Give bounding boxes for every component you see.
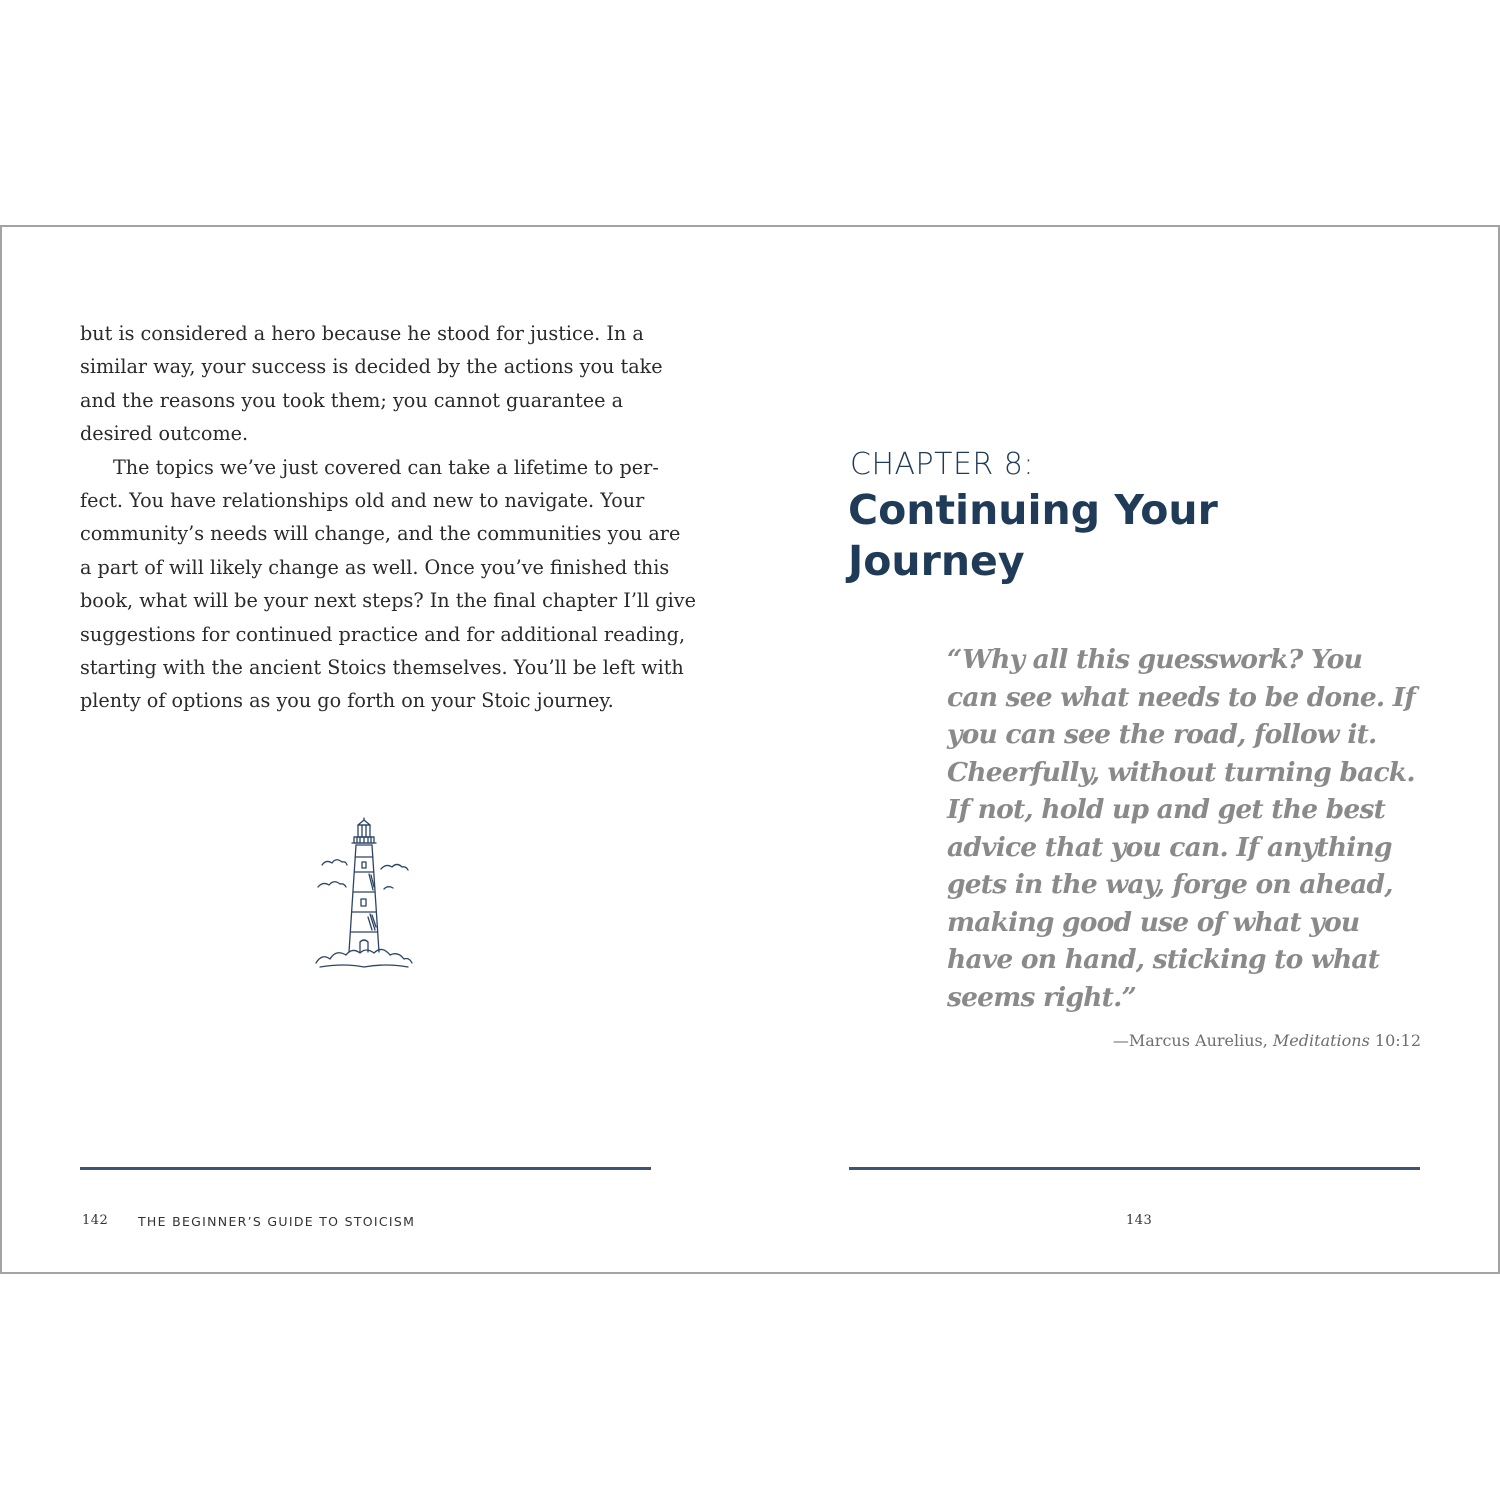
body-line: similar way, your success is decided by the actions you take <box>80 355 663 379</box>
attribution-reference: 10:12 <box>1374 1031 1421 1050</box>
running-head: THE BEGINNER’S GUIDE TO STOICISM <box>138 1214 416 1229</box>
quote-line: you can see the road, follow it. <box>947 719 1377 750</box>
quote-line: gets in the way, forge on ahead, <box>947 869 1393 900</box>
body-line: starting with the ancient Stoics themselves. You’ll be left with <box>80 656 684 680</box>
body-line: fect. You have relationships old and new to navigate. Your <box>80 489 645 513</box>
body-line: but is considered a hero because he stood for justice. In a <box>80 322 644 345</box>
page-number-left: 142 <box>82 1213 109 1228</box>
book-spread <box>0 225 1500 1274</box>
body-line: desired outcome. <box>80 422 249 446</box>
quote-line: seems right.” <box>947 981 1136 1013</box>
quote-line: advice that you can. If anything <box>947 831 1392 863</box>
attribution-author: —Marcus Aurelius, <box>1112 1031 1268 1050</box>
chapter-title: Continuing Your Journey <box>848 486 1218 585</box>
right-page <box>750 227 1498 1272</box>
body-line: suggestions for continued practice and for additional reading, <box>80 622 686 646</box>
quote-line: can see what needs to be done. If <box>947 681 1415 713</box>
quote-line: making good use of what you <box>947 906 1360 938</box>
page-number-right: 143 <box>1126 1213 1153 1228</box>
quote-line: If not, hold up and get the best <box>947 794 1386 825</box>
body-line: a part of will likely change as well. Once you’ve finished this <box>80 555 670 579</box>
epigraph-quote <box>947 641 1467 1016</box>
attribution-work: Meditations <box>1272 1031 1370 1050</box>
body-line: plenty of options as you go forth on your Stoic journey. <box>80 689 614 713</box>
chapter-label: CHAPTER 8: <box>850 447 1034 482</box>
quote-attribution <box>1113 1031 1421 1050</box>
body-text <box>80 317 696 718</box>
quote-line: have on hand, sticking to what <box>947 944 1380 975</box>
quote-line: Cheerfully, without turning back. <box>947 756 1415 788</box>
footer-rule-left <box>80 1167 651 1170</box>
body-line: The topics we’ve just covered can take a lifetime to per- <box>113 455 659 479</box>
body-line: book, what will be your next steps? In the final chapter I’ll give <box>80 589 696 613</box>
body-line: community’s needs will change, and the communities you are <box>80 522 681 546</box>
quote-line: “Why all this guesswork? You <box>947 644 1363 675</box>
lighthouse-illustration <box>314 817 414 977</box>
body-line: and the reasons you took them; you cannot guarantee a <box>80 388 624 412</box>
left-page <box>2 227 750 1272</box>
footer-rule-right <box>849 1167 1420 1170</box>
